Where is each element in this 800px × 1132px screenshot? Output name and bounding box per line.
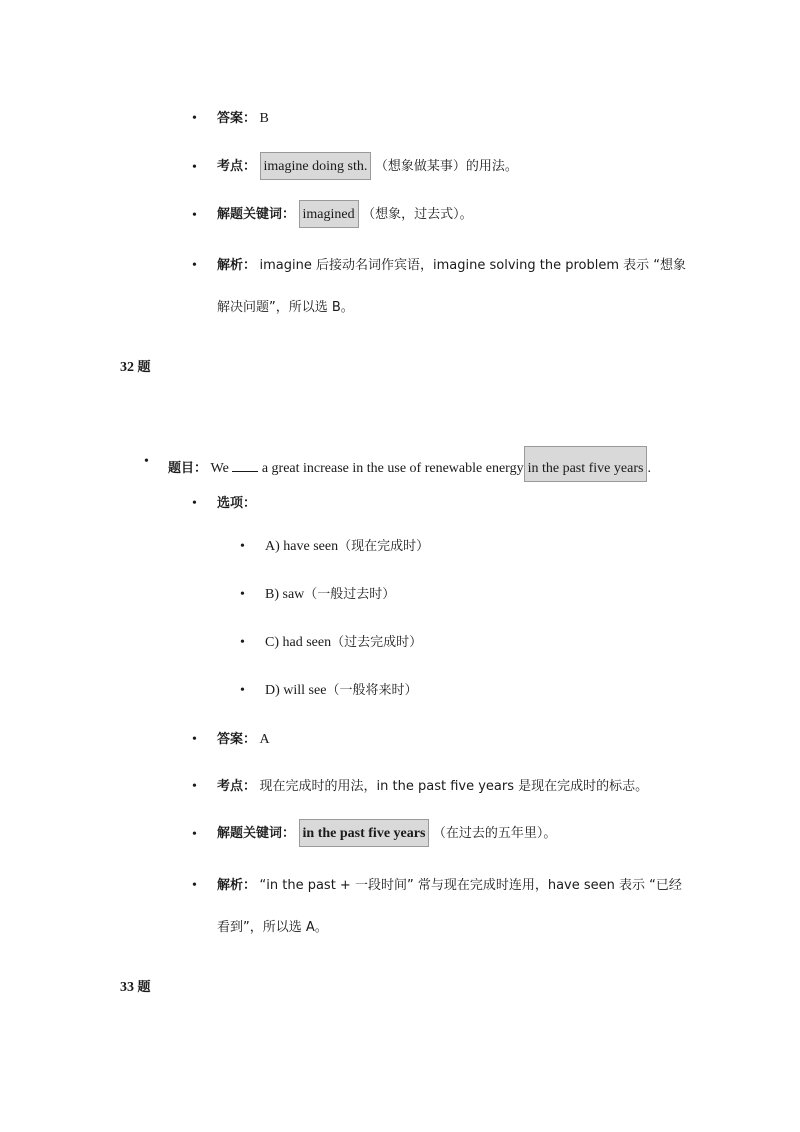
keyword-label: 解题关键词 — [217, 207, 283, 222]
answer-label: 答案 — [217, 111, 244, 126]
option-text: A) have seen — [265, 539, 339, 554]
bullet-icon: • — [240, 539, 245, 554]
question-heading-32: 32 题 — [120, 360, 151, 375]
bullet-icon: • — [192, 827, 197, 842]
bullet-icon: • — [240, 587, 245, 602]
keyword-text: （在过去的五年里）。 — [432, 826, 557, 841]
keyword-label: 解题关键词 — [217, 826, 283, 841]
point-label: 考点 — [217, 779, 244, 794]
analysis-text-line1: imagine 后接动名词作宾语，imagine solving the problem 表示 “想象 — [259, 258, 687, 273]
title-label: 题目 — [168, 461, 195, 476]
option-note: （一般过去时） — [304, 587, 396, 602]
highlighted-keyword: imagined — [299, 200, 359, 228]
analysis-text-line2: 解决问题”，所以选 B。 — [217, 300, 354, 315]
analysis-label: 解析 — [217, 878, 244, 893]
option-text: C) had seen — [265, 635, 332, 650]
bullet-icon: • — [192, 732, 197, 747]
bullet-icon: • — [240, 635, 245, 650]
answer-blank — [232, 457, 258, 472]
option-note: （过去完成时） — [331, 635, 423, 650]
highlighted-keyword: in the past five years — [299, 819, 430, 847]
bullet-icon: • — [192, 779, 197, 794]
highlighted-phrase: imagine doing sth. — [260, 152, 372, 180]
bullet-icon: • — [192, 258, 197, 273]
bullet-icon: • — [192, 496, 197, 511]
bullet-icon: • — [240, 683, 245, 698]
option-note: （现在完成时） — [338, 539, 430, 554]
bullet-icon: • — [192, 111, 197, 126]
point-text: 现在完成时的用法，in the past five years 是现在完成时的标志。 — [259, 779, 649, 794]
title-pre: We — [210, 461, 229, 476]
question-heading-33: 33 题 — [120, 980, 151, 995]
bullet-icon: • — [192, 160, 197, 175]
option-text: D) will see — [265, 683, 327, 698]
point-label: 考点 — [217, 159, 244, 174]
analysis-label: 解析 — [217, 258, 244, 273]
bullet-icon: • — [192, 208, 197, 223]
option-note: （一般将来时） — [326, 683, 418, 698]
analysis-text-line1: “in the past + 一段时间” 常与现在完成时连用，have seen 表示 “已经 — [259, 878, 682, 893]
highlighted-phrase: in the past five years — [524, 446, 648, 482]
answer-label: 答案 — [217, 732, 244, 747]
answer-value: B — [259, 111, 269, 126]
point-text: （想象做某事）的用法。 — [374, 159, 518, 174]
options-label: 选项 — [217, 496, 244, 511]
keyword-text: （想象，过去式）。 — [362, 207, 473, 222]
answer-value: A — [259, 732, 270, 747]
analysis-text-line2: 看到”，所以选 A。 — [217, 920, 328, 935]
title-mid: a great increase in the use of renewable energy — [261, 461, 524, 476]
bullet-icon: • — [192, 878, 197, 893]
bullet-icon: • — [144, 454, 149, 469]
option-text: B) saw — [265, 587, 305, 602]
